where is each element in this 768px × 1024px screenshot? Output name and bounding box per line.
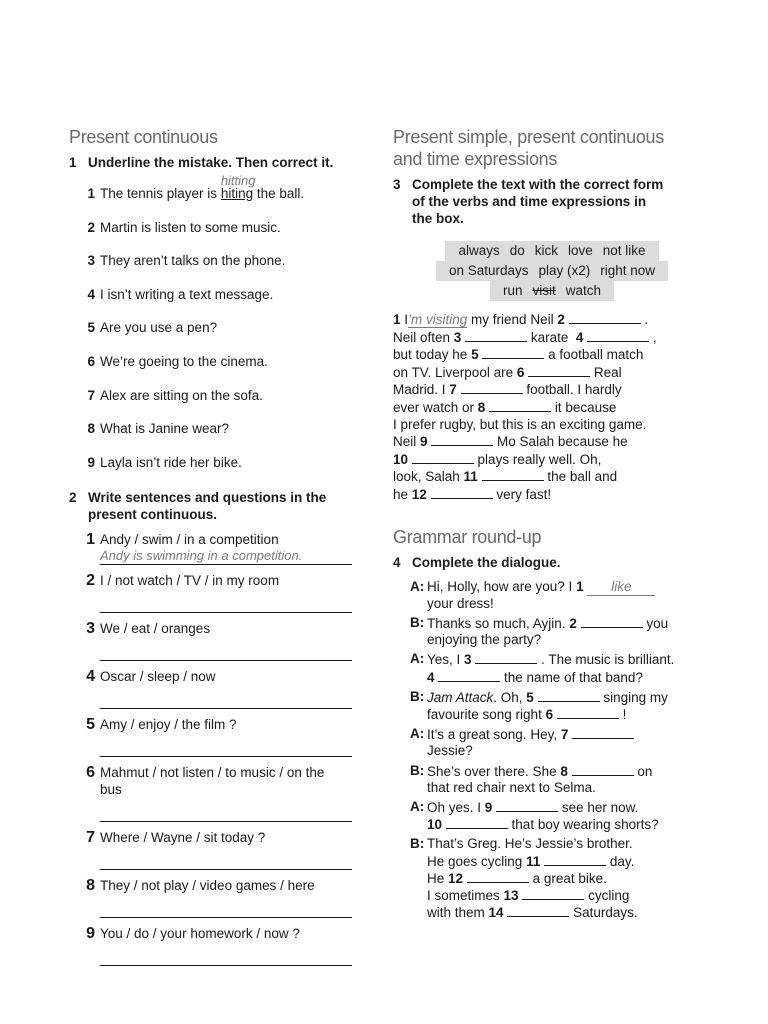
list-item [81,219,359,253]
dialogue-turn: A: Hi, Holly, how are you? I 1 like your dress! [393,579,703,612]
answer-blank[interactable] [587,329,649,342]
word-box-row [490,281,614,301]
list-item [81,286,359,320]
item-text: What is Janine wear? [100,421,230,437]
list-item [81,173,359,219]
box-word: do [509,243,525,258]
item-number: 9 [86,925,95,943]
item-prompt: Where / Wayne / sit today ? [100,830,266,846]
answer-blank[interactable] [482,468,544,481]
item-number: 2 [87,219,95,235]
answer-blank[interactable] [489,399,551,412]
item-number: 5 [87,320,95,336]
list-item [81,620,359,661]
answer-line[interactable] [100,853,352,870]
answer-blank[interactable] [438,669,500,682]
exercise-instruction [88,489,326,523]
box-word-crossed-out: visit [532,283,556,298]
exercise-3-heading [393,176,703,227]
answer-blank[interactable] [467,870,529,883]
box-word: run [502,283,523,298]
section-title-line: Present simple, present continuous [393,127,664,147]
item-number: 4 [87,286,95,302]
list-item [81,925,359,966]
list-item [81,353,359,387]
box-word: not like [602,243,646,258]
item-text: Are you use a pen? [100,320,218,336]
answer-blank[interactable] [431,486,493,499]
answer-blank[interactable] [446,816,508,829]
item-prompt: Oscar / sleep / now [100,669,216,685]
item-text: Alex are sitting on the sofa. [100,387,263,403]
item-text: We’re goeing to the cinema. [100,353,268,369]
instruction-line: Complete the text with the correct form [412,177,664,192]
list-item [81,877,359,918]
answer-blank[interactable] [544,853,606,866]
answer-blank[interactable] [538,689,600,702]
item-prompt: They / not play / video games / here [100,878,315,894]
item-number: 7 [87,387,95,403]
answer-line[interactable] [100,692,352,709]
word-box-row [436,261,668,281]
answer-blank[interactable] [522,887,584,900]
word-box-row [445,241,658,261]
instruction-line: of the verbs and time expressions in [412,194,647,209]
exercise-4-heading [393,554,703,571]
word-box [428,241,676,301]
answer-line[interactable] [100,805,352,822]
exercise-number: 1 [69,155,77,170]
item-prompt: I / not watch / TV / in my room [100,573,280,589]
instruction-line: the box. [412,211,464,226]
answer-blank[interactable] [528,364,590,377]
item-prompt: Andy / swim / in a competition [100,532,279,548]
instruction-line: present continuous. [88,507,218,523]
list-item [81,387,359,421]
section-title-grammar-round-up: Grammar round-up [393,526,542,547]
item-number: 6 [87,353,95,369]
dialogue-turn: A: Yes, I 3 . The music is brilliant. 4 the name of that band? [410,651,675,685]
item-text: Layla isn’t ride her bike. [100,454,242,470]
exercise-2-items [69,531,359,966]
right-column [393,126,703,924]
section-title-present-simple [393,126,703,170]
item-text: I isn’t writing a text message. [100,286,274,302]
list-item [81,531,359,565]
handwritten-correction: hitting [220,173,256,188]
exercise-1-heading [69,154,359,171]
item-number: 3 [87,253,95,269]
answer-blank[interactable] [581,615,643,628]
answer-blank[interactable] [557,706,619,719]
answer-line[interactable] [100,949,352,966]
answer-line[interactable] [100,740,352,757]
item-number: 1 [87,186,95,201]
answer-blank[interactable] [461,381,523,394]
box-word: watch [565,283,602,298]
list-item [81,668,359,709]
dialogue [393,579,703,922]
list-item [81,420,359,454]
item-number: 8 [86,877,95,895]
answer-blank[interactable] [475,651,537,664]
answer-blank[interactable] [507,904,569,917]
exercise-3-text: 1 I’m visiting my friend Neil 2 . Neil often 3 karate 4 , but today he 5 a football match on TV. Liverpool are 6 Real Madrid. I 7 football. I hardly ever watch or 8 it because I prefer rugby, but this is an exciting game. Neil 9 Mo Salah because he 10 plays really well. Oh, look, Salah 11 the ball and he 12 very fast! [393,312,657,502]
answer-blank[interactable] [465,329,527,342]
dialogue-turn: B: Jam Attack. Oh, 5 singing my favourite song right 6 ! [410,688,668,722]
item-prompt: Mahmut / not listen / to music / on the bus [100,765,325,798]
list-item [81,829,359,870]
answer-blank[interactable] [572,726,634,739]
section-title-line: and time expressions [393,149,558,169]
exercise-number: 3 [393,177,401,192]
exercise-instruction [412,176,663,227]
item-text: They aren’t talks on the phone. [100,253,286,269]
answer-blank[interactable] [496,799,558,812]
list-item [81,252,359,286]
item-prompt: We / eat / oranges [100,621,211,637]
answer-line[interactable]: Andy is swimming in a competition. [100,548,352,565]
item-number: 6 [86,764,95,782]
item-text-before: The tennis player is [100,186,221,201]
exercise-1 [69,154,359,487]
item-number: 9 [87,454,95,470]
item-number: 7 [86,829,95,847]
dialogue-turn: A: It’s a great song. Hey, 7 Jessie? [393,726,703,759]
list-item [81,716,359,757]
example-answer: ’m visiting [408,312,468,327]
answer-line[interactable] [100,644,352,661]
exercise-1-items [69,173,359,487]
answer-blank[interactable] [431,433,493,446]
answer-blank[interactable] [569,311,641,324]
exercise-2 [69,489,359,966]
item-number: 5 [86,716,95,734]
instruction-line: Write sentences and questions in the [88,490,327,506]
exercise-instruction: Underline the mistake. Then correct it. [88,155,334,170]
section-title-present-continuous: Present continuous [69,127,218,147]
exercise-number: 4 [393,554,401,570]
left-column [69,126,359,973]
dialogue-turn: B: She’s over there. She 8 on that red chair next to Selma. [410,762,653,795]
example-answer: like [587,579,655,596]
exercise-number: 2 [69,490,77,506]
box-word: always [458,243,500,258]
item-number: 1 [86,531,95,549]
dialogue-turn: A: Oh yes. I 9 see her now. 10 that boy wearing shorts? [410,798,659,833]
item-number: 3 [86,620,95,638]
exercise-instruction: Complete the dialogue. [412,554,561,570]
box-word: play (x2) [538,263,591,278]
item-text [100,173,359,219]
answer-blank[interactable] [572,763,634,776]
item-text-after: the ball. [253,186,305,201]
item-prompt: Amy / enjoy / the film ? [100,717,237,733]
list-item [81,764,359,822]
list-item [81,319,359,353]
item-number: 8 [87,421,95,437]
list-item [81,454,359,488]
answer-blank[interactable] [482,346,544,359]
answer-line[interactable] [100,901,352,918]
answer-blank[interactable] [412,451,474,464]
box-word: right now [600,263,656,278]
answer-line[interactable] [100,596,352,613]
underlined-mistake: hiting [220,186,254,201]
item-prompt: You / do / your homework / now ? [100,926,300,942]
box-word: kick [534,243,558,258]
box-word: on Saturdays [448,263,529,278]
list-item [81,572,359,613]
exercise-2-heading [69,489,359,523]
item-number: 2 [86,572,95,590]
box-word: love [568,243,593,258]
dialogue-turn: B: That’s Greg. He’s Jessie’s brother. He goes cycling 11 day. He 12 a great bike. I sometimes 13 cycling with them 14 Saturdays. [410,836,638,921]
item-number: 4 [86,668,95,686]
item-text: Martin is listen to some music. [100,219,281,235]
correction [220,173,256,202]
dialogue-turn: B: Thanks so much, Ayjin. 2 you enjoying the party? [410,614,669,648]
